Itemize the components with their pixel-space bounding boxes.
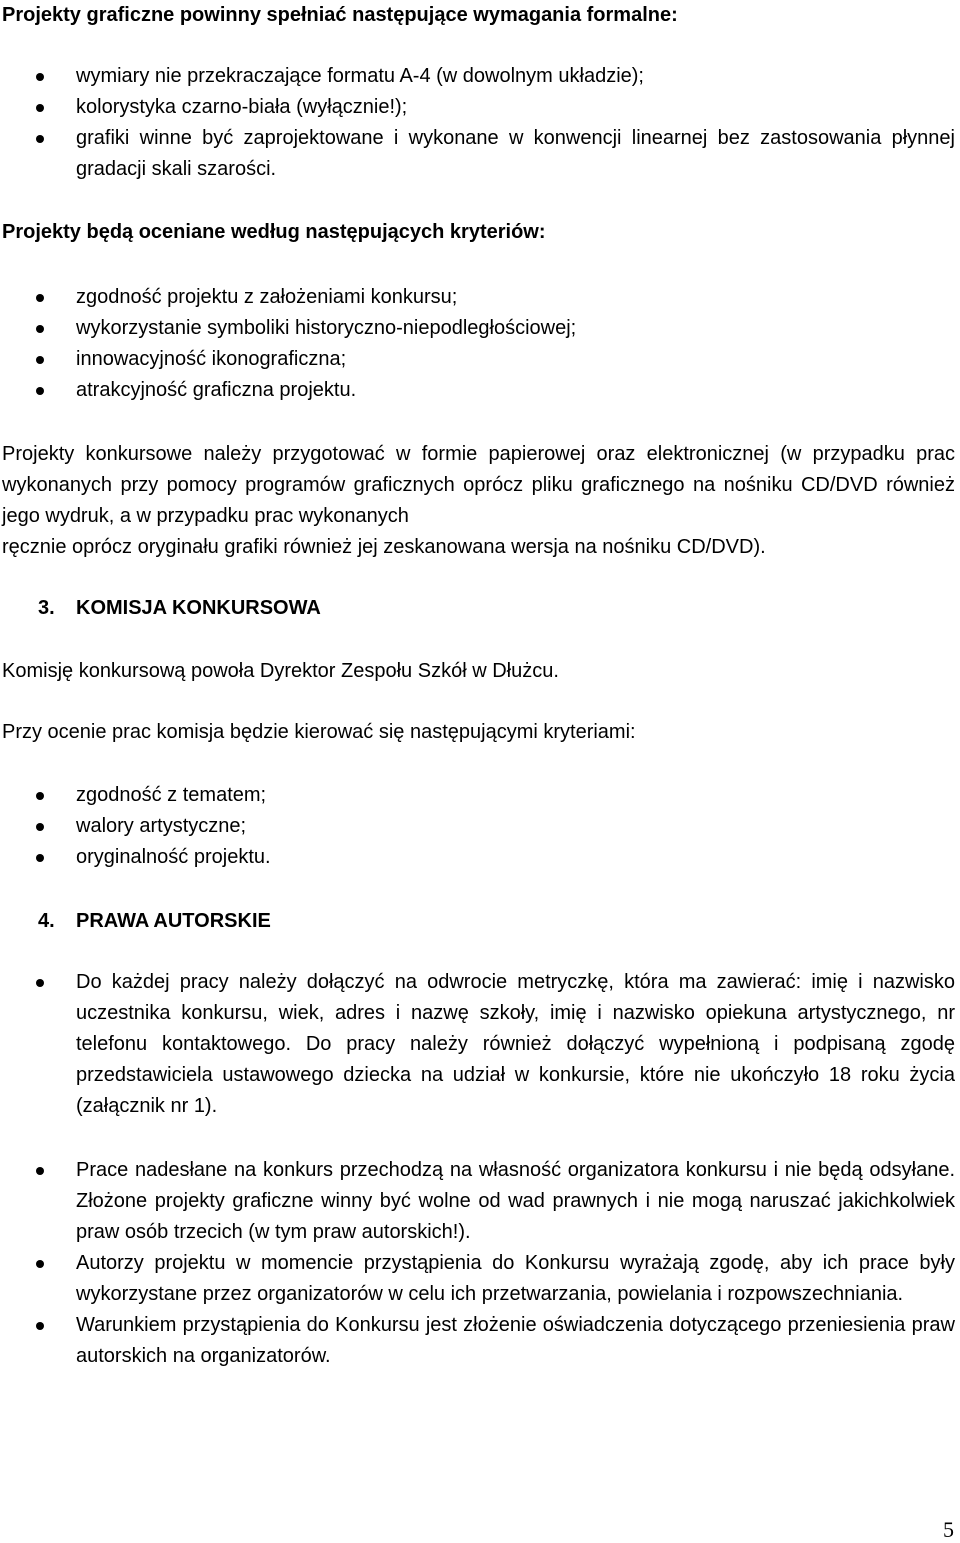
list-item: oryginalność projektu. — [0, 842, 955, 873]
list-item: wykorzystanie symboliki historyczno-niepodległościowej; — [0, 313, 955, 344]
list-item: Prace nadesłane na konkurs przechodzą na własność organizatora konkursu i nie będą odsyłane. Złożone projekty graficzne winny być wolne od wad prawnych i nie mogą naruszać jakichkolwiek praw osób trzecich (w tym praw autorskich!). — [0, 1155, 955, 1248]
commission-criteria-intro: Przy ocenie prac komisja będzie kierować się następującymi kryteriami: — [2, 721, 636, 743]
list-item: atrakcyjność graficzna projektu. — [0, 375, 955, 406]
copyright-list-2 — [0, 1155, 960, 1372]
bullet-icon — [36, 294, 44, 302]
list-item: zgodność z tematem; — [0, 780, 955, 811]
formal-requirements-list — [0, 61, 960, 185]
list-item: kolorystyka czarno-biała (wyłącznie!); — [0, 92, 955, 123]
bullet-icon — [36, 387, 44, 395]
criteria-heading: Projekty będą oceniane według następujących kryteriów: — [2, 221, 546, 243]
bullet-icon — [36, 1322, 44, 1330]
commission-criteria-list — [0, 780, 960, 873]
page-number: 5 — [943, 1517, 954, 1542]
bullet-icon — [36, 1260, 44, 1268]
list-item: zgodność projektu z założeniami konkursu; — [0, 282, 955, 313]
bullet-icon — [36, 854, 44, 862]
section-4-heading: 4. PRAWA AUTORSKIE — [38, 910, 271, 932]
list-item: grafiki winne być zaprojektowane i wykonane w konwencji linearnej bez zastosowania płynnej gradacji skali szarości. — [0, 123, 955, 185]
list-item: Do każdej pracy należy dołączyć na odwrocie metryczkę, która ma zawierać: imię i nazwisko uczestnika konkursu, wiek, adres i nazwę szkoły, imię i nazwisko opiekuna artystycznego, nr telefonu kontaktowego. Do pracy należy również dołączyć wypełnioną i podpisaną zgodę przedstawiciela ustawowego dziecka na udział w konkursie, które nie ukończyło 18 roku życia (załącznik nr 1). — [0, 967, 955, 1122]
bullet-icon — [36, 356, 44, 364]
bullet-icon — [36, 73, 44, 81]
bullet-icon — [36, 979, 44, 987]
list-item: innowacyjność ikonograficzna; — [0, 344, 955, 375]
bullet-icon — [36, 325, 44, 333]
criteria-list — [0, 282, 960, 406]
commission-paragraph: Komisję konkursową powoła Dyrektor Zespołu Szkół w Dłużcu. — [2, 660, 559, 682]
list-item: walory artystyczne; — [0, 811, 955, 842]
submission-paragraph: Projekty konkursowe należy przygotować w formie papierowej oraz elektronicznej (w przypadku prac wykonanych przy pomocy programów graficznych oprócz pliku graficznego na nośniku CD/DVD również jego wydruk, a w przypadku prac wykonanych ręcznie oprócz oryginału grafiki również jej zeskanowana wersja na nośniku CD/DVD). — [2, 443, 955, 558]
bullet-icon — [36, 823, 44, 831]
section-3-heading: 3. KOMISJA KONKURSOWA — [38, 597, 321, 619]
bullet-icon — [36, 792, 44, 800]
bullet-icon — [36, 135, 44, 143]
formal-requirements-heading: Projekty graficzne powinny spełniać następujące wymagania formalne: — [2, 4, 678, 26]
copyright-list-1 — [0, 967, 960, 1122]
bullet-icon — [36, 1167, 44, 1175]
list-item: Warunkiem przystąpienia do Konkursu jest złożenie oświadczenia dotyczącego przeniesienia praw autorskich na organizatorów. — [0, 1310, 955, 1372]
list-item: Autorzy projektu w momencie przystąpienia do Konkursu wyrażają zgodę, aby ich prace były wykorzystane przez organizatorów w celu ich przetwarzania, powielania i rozpowszechniania. — [0, 1248, 955, 1310]
list-item: wymiary nie przekraczające formatu A-4 (w dowolnym układzie); — [0, 61, 955, 92]
bullet-icon — [36, 104, 44, 112]
